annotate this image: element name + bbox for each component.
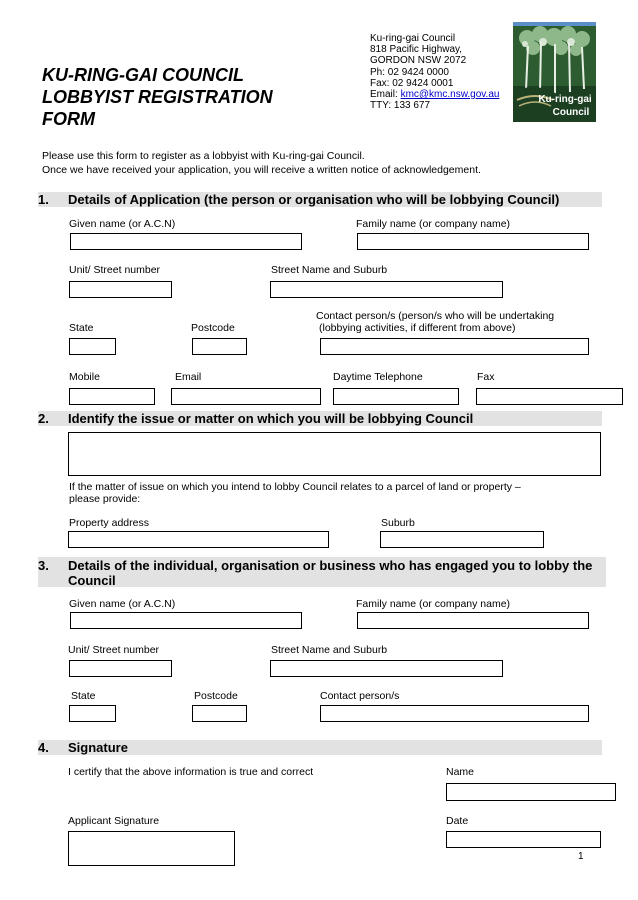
s3-unit-field[interactable] [69,660,172,677]
s3-postcode-label: Postcode [194,690,238,702]
s4-signature-label: Applicant Signature [68,815,160,827]
address-line-2: GORDON NSW 2072 [370,55,467,67]
section-3-number: 3. [38,558,49,573]
logo-text-line-2: Council [552,107,590,118]
intro-line-2: Once we have received your application, you will receive a written notice of acknowledgement. [42,164,481,176]
s1-street-label: Street Name and Suburb [271,264,388,276]
title-line-2: LOBBYIST REGISTRATION [42,87,273,107]
council-name: Ku-ring-gai Council [370,33,456,44]
s3-postcode-field[interactable] [192,705,247,722]
s1-fax-label: Fax [477,371,495,383]
address-line-1: 818 Pacific Highway, [370,44,463,56]
s1-email-field[interactable] [171,388,321,405]
email-link[interactable]: kmc@kmc.nsw.gov.au [400,89,500,101]
email-line [370,89,499,100]
s2-suburb-field[interactable] [380,531,544,548]
s1-mobile-field[interactable] [69,388,155,405]
s3-family-name-field[interactable] [357,612,589,629]
s1-fax-field[interactable] [476,388,623,405]
s4-name-field[interactable] [446,783,616,801]
tty-number: TTY: 133 677 [370,100,431,112]
s3-street-field[interactable] [270,660,503,677]
page-number: 1 [578,851,584,862]
s4-date-label: Date [446,815,469,827]
s1-state-label: State [69,322,94,334]
s1-contact-field[interactable] [320,338,589,355]
tree-logo-icon [513,22,596,122]
fax-number: Fax: 02 9424 0001 [370,77,454,89]
section-4-number: 4. [38,740,49,755]
section-2-title: Identify the issue or matter on which you will be lobbying Council [68,411,474,426]
s2-property-address-field[interactable] [68,531,329,548]
phone-number: Ph: 02 9424 0000 [370,66,449,78]
s1-contact-label-line-2: (lobbying activities, if different from above) [319,322,516,334]
section-2-number: 2. [38,411,49,426]
s2-property-address-label: Property address [69,517,149,529]
s1-given-name-field[interactable] [70,233,302,250]
title-line-3: FORM [42,109,95,129]
section-1-number: 1. [38,192,49,207]
s2-suburb-label: Suburb [381,517,415,529]
email-label: Email: [370,89,401,101]
s3-contact-field[interactable] [320,705,589,722]
s1-contact-label-line-1: Contact person/s (person/s who will be undertaking [316,310,555,322]
council-logo [513,22,596,122]
s3-street-label: Street Name and Suburb [271,644,388,656]
s2-property-note: If the matter of issue on which you intend to lobby Council relates to a parcel of land or property – please provide: [69,481,521,505]
s1-given-name-label: Given name (or A.C.N) [69,218,176,230]
s4-signature-field[interactable] [68,831,235,866]
s3-state-label: State [71,690,96,702]
s3-given-name-field[interactable] [70,612,302,629]
section-4-title: Signature [68,740,128,755]
s3-family-name-label: Family name (or company name) [356,598,511,610]
s1-mobile-label: Mobile [69,371,100,383]
intro-text [42,149,481,177]
s1-postcode-label: Postcode [191,322,235,334]
s3-contact-label: Contact person/s [320,690,400,702]
s1-state-field[interactable] [69,338,116,355]
s3-state-field[interactable] [69,705,116,722]
s1-daytime-label: Daytime Telephone [333,371,423,383]
s4-name-label: Name [446,766,475,778]
s1-street-field[interactable] [270,281,503,298]
section-1-title: Details of Application (the person or organisation who will be lobbying Council) [68,192,560,207]
s4-certify-text: I certify that the above information is true and correct [68,766,314,778]
s1-email-label: Email [175,371,202,383]
s3-given-name-label: Given name (or A.C.N) [69,598,176,610]
s1-unit-field[interactable] [69,281,172,298]
s2-issue-field[interactable] [68,432,601,476]
s1-family-name-field[interactable] [357,233,589,250]
s1-daytime-field[interactable] [333,388,459,405]
intro-line-1: Please use this form to register as a lobbyist with Ku-ring-gai Council. [42,150,365,162]
council-contact-block [370,33,499,111]
logo-text-line-1: Ku-ring-gai [538,94,592,105]
form-title [42,64,342,130]
s1-family-name-label: Family name (or company name) [356,218,511,230]
s1-unit-label: Unit/ Street number [69,264,161,276]
title-line-1: KU-RING-GAI COUNCIL [42,65,244,85]
section-3-title: Details of the individual, organisation or business who has engaged you to lobby the Council [68,558,593,588]
s1-postcode-field[interactable] [192,338,247,355]
s3-unit-label: Unit/ Street number [68,644,160,656]
s4-date-field[interactable] [446,831,601,848]
